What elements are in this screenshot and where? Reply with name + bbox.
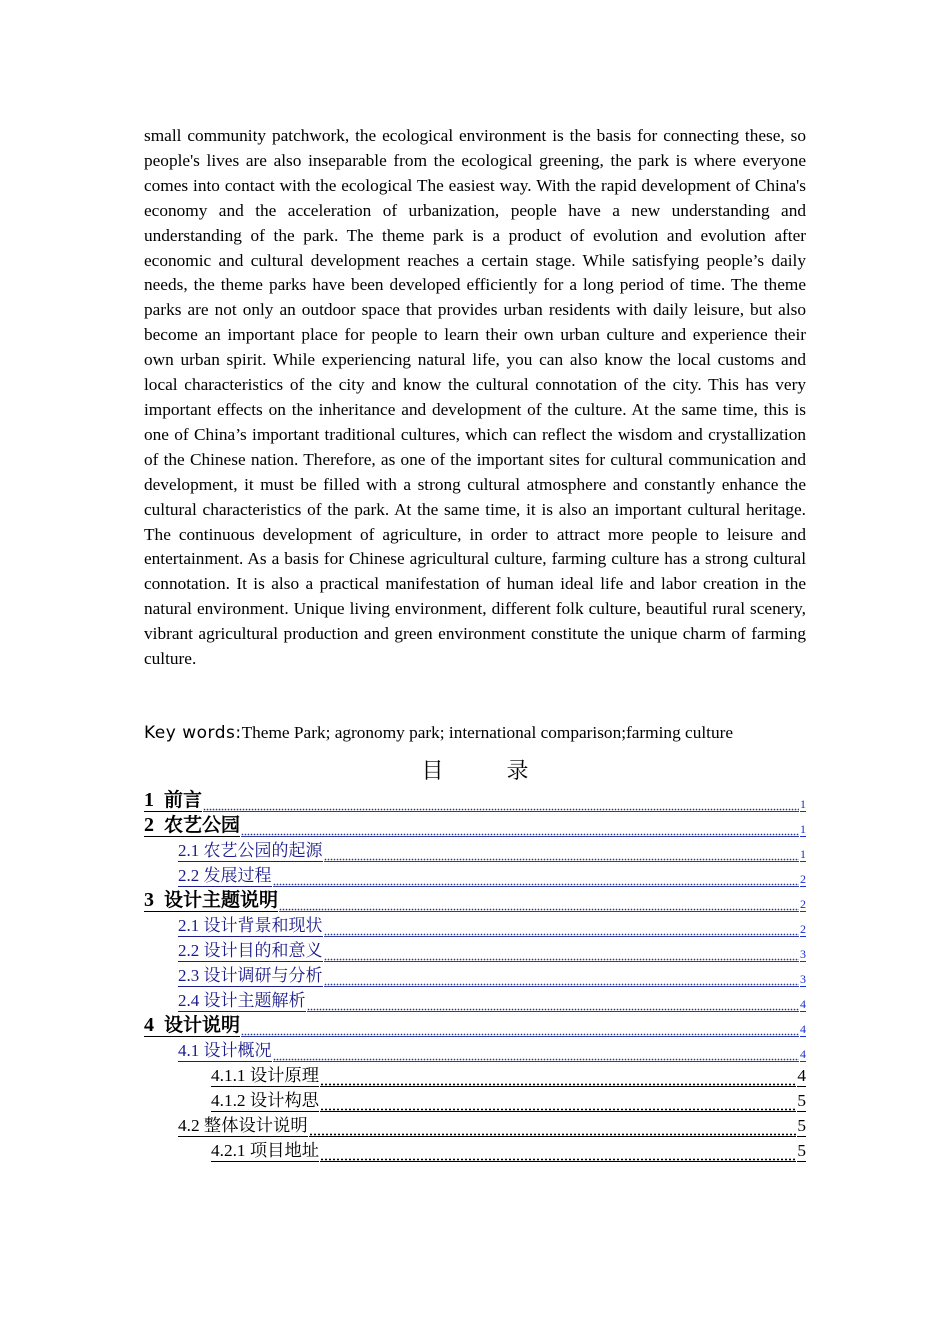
toc-page-number: 5 <box>797 1140 806 1160</box>
toc-page-number: 2 <box>800 871 806 886</box>
keywords-label: Key words: <box>144 722 242 743</box>
toc-entry-overall-design[interactable]: 4.2 整体设计说明 5 <box>178 1115 806 1135</box>
toc-leader <box>324 958 800 962</box>
toc-entry-background[interactable]: 2.1 设计背景和现状 2 <box>178 915 806 936</box>
toc-entry-concept[interactable]: 4.1.2 设计构思 5 <box>211 1090 806 1110</box>
toc-page-number: 1 <box>800 796 806 811</box>
toc-page-number: 3 <box>800 971 806 986</box>
toc-entry-purpose[interactable]: 2.2 设计目的和意义 3 <box>178 940 806 961</box>
toc-title: 目 录 <box>421 758 557 784</box>
toc-page-number: 2 <box>800 921 806 936</box>
toc-leader <box>273 1058 800 1062</box>
toc-entry-origin[interactable]: 2.1 农艺公园的起源 1 <box>178 840 806 861</box>
toc-page-number: 4 <box>797 1065 806 1085</box>
toc-page-number: 2 <box>800 896 806 911</box>
toc-page-number: 4 <box>800 996 806 1011</box>
toc-leader <box>273 883 800 887</box>
toc-entry-design-description[interactable]: 4 设计说明 4 <box>144 1013 806 1036</box>
toc-entry-project-site[interactable]: 4.2.1 项目地址 5 <box>211 1140 806 1160</box>
toc-page-number: 1 <box>800 846 806 861</box>
toc-leader <box>241 1033 799 1037</box>
toc-page-number: 5 <box>797 1115 806 1135</box>
toc-entry-overview[interactable]: 4.1 设计概况 4 <box>178 1040 806 1061</box>
toc-leader <box>307 1008 800 1012</box>
toc-leader <box>203 808 799 812</box>
toc-leader <box>324 983 800 987</box>
toc-page-number: 1 <box>800 821 806 836</box>
toc-leader <box>320 1158 796 1162</box>
toc-leader <box>320 1108 796 1112</box>
table-of-contents <box>144 787 806 1162</box>
toc-page-number: 4 <box>800 1021 806 1036</box>
abstract-text: small community patchwork, the ecological environment is the basis for connecting these, so people's lives are also inseparable from the ecological greening, the park is where everyone comes into contact with the ecological The easiest way. With the rapid development of China's economy and the acceleration of urbanization, people have a new understanding and understanding of the park. The theme park is a product of evolution and evolution after economic and cultural development reaches a certain stage. While satisfying people’s daily needs, the theme parks have been developed efficiently for a long period of time. The theme parks are not only an outdoor space that provides urban residents with daily leisure, but also become an important place for people to learn their own urban culture and experience their own urban spirit. While experiencing natural life, you can also know the local customs and local characteristics of the city and know the cultural connotation of the city. This has very important effects on the inheritance and development of the culture. At the same time, this is one of China’s important traditional cultures, which can reflect the wisdom and crystallization of the Chinese nation. Therefore, as one of the important sites for cultural communication and development, it must be filled with a strong cultural atmosphere and constantly enhance the cultural characteristics of the park. At the same time, it is also an important cultural heritage. The continuous development of agriculture, in order to attract more people to leisure and entertainment. As a basis for Chinese agricultural culture, farming culture has a strong cultural connotation. It is also a practical manifestation of human ideal life and labor creation in the natural environment. Unique living environment, different folk culture, beautiful rural scenery, vibrant agricultural production and green environment constitute the unique charm of farming culture. <box>144 126 806 669</box>
toc-leader <box>309 1133 797 1137</box>
toc-page-number: 4 <box>800 1046 806 1061</box>
toc-entry-principle[interactable]: 4.1.1 设计原理 4 <box>211 1065 806 1085</box>
toc-page-number: 3 <box>800 946 806 961</box>
toc-leader <box>324 858 800 862</box>
toc-entry-development[interactable]: 2.2 发展过程 2 <box>178 865 806 886</box>
toc-leader <box>324 933 800 937</box>
toc-leader <box>241 833 799 837</box>
toc-entry-theme-analysis[interactable]: 2.4 设计主题解析 4 <box>178 990 806 1011</box>
document-page <box>144 124 806 1162</box>
toc-leader <box>320 1083 796 1087</box>
toc-entry-research[interactable]: 2.3 设计调研与分析 3 <box>178 965 806 986</box>
keywords-text: Theme Park; agronomy park; international comparison;farming culture <box>241 722 734 742</box>
toc-entry-agronomy-park[interactable]: 2 农艺公园 1 <box>144 813 806 836</box>
toc-entry-design-theme[interactable]: 3 设计主题说明 2 <box>144 888 806 911</box>
toc-leader <box>279 908 799 912</box>
toc-page-number: 5 <box>797 1090 806 1110</box>
toc-entry-preface[interactable]: 1 前言 1 <box>144 788 806 811</box>
keywords-line <box>144 721 806 745</box>
